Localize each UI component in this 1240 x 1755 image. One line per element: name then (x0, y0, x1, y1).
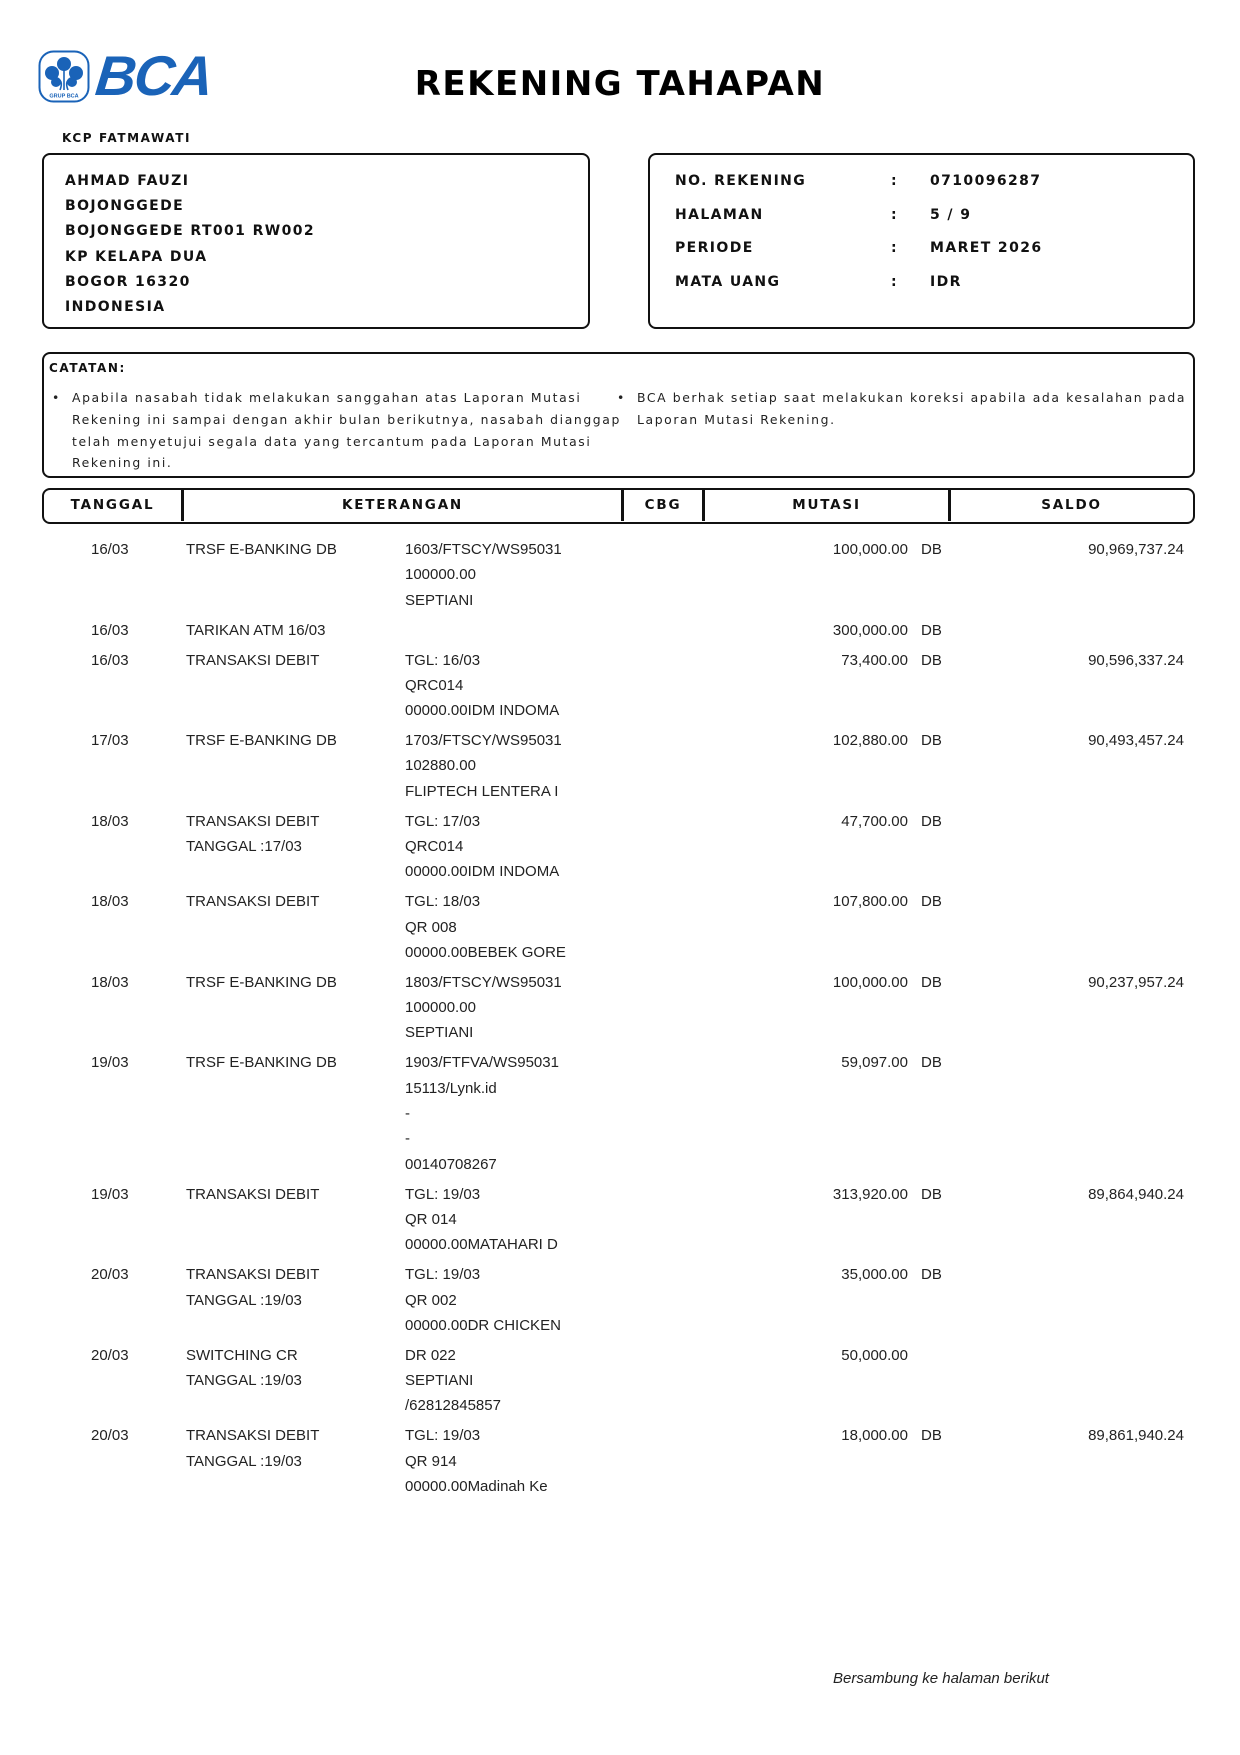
description-line: TRANSAKSI DEBIT (186, 1427, 320, 1445)
detail-line: 1603/FTSCY/WS95031 (405, 541, 562, 558)
field-label: HALAMAN (675, 206, 764, 223)
account-number: 0710096287 (930, 173, 1042, 189)
row-detail (405, 648, 705, 724)
row-date: 17/03 (91, 732, 129, 750)
description-line: TANGGAL :19/03 (186, 1291, 302, 1309)
field-colon: : (891, 273, 898, 290)
table-row (0, 970, 1240, 1051)
period-value: MARET 2026 (930, 240, 1043, 256)
field-label: PERIODE (675, 240, 754, 256)
row-balance: 90,596,337.24 (1088, 651, 1184, 669)
row-type: DB (921, 1185, 942, 1203)
table-row (0, 1262, 1240, 1343)
row-date: 20/03 (91, 1346, 129, 1364)
row-description (186, 809, 319, 860)
detail-line: 00140708267 (405, 1155, 497, 1173)
detail-line: 00000.00BEBEK GORE (405, 943, 566, 961)
detail-line: 00000.00MATAHARI D (405, 1236, 558, 1254)
transaction-list (0, 537, 1240, 1504)
note-item (52, 387, 632, 474)
row-type: DB (921, 812, 942, 830)
row-date: 16/03 (91, 541, 129, 558)
row-date: 20/03 (91, 1427, 129, 1445)
header-saldo: SALDO (1041, 497, 1102, 513)
continued-note: Bersambung ke halaman berikut (833, 1670, 1049, 1687)
row-detail (405, 537, 705, 613)
detail-line: QR 014 (405, 1210, 457, 1228)
detail-line: 00000.00DR CHICKEN (405, 1316, 561, 1334)
detail-line (405, 618, 705, 643)
row-type: DB (921, 1427, 942, 1445)
description-line: TANGGAL :17/03 (186, 838, 302, 856)
row-detail (405, 1262, 705, 1338)
detail-line: 00000.00IDM INDOMA (405, 863, 560, 881)
table-row (0, 618, 1240, 648)
customer-name: AHMAD FAUZI (65, 173, 190, 189)
currency-value: IDR (930, 273, 962, 290)
detail-line: TGL: 16/03 (405, 651, 481, 669)
account-info-box (648, 153, 1195, 329)
row-amount: 35,000.00 (841, 1266, 908, 1284)
row-amount: 313,920.00 (832, 1185, 908, 1203)
row-amount: 100,000.00 (832, 541, 908, 558)
description-line: SWITCHING CR (186, 1346, 298, 1364)
page-number: 5 / 9 (930, 206, 972, 223)
description-line: TRANSAKSI DEBIT (186, 893, 320, 911)
row-description (186, 618, 326, 643)
table-row (0, 809, 1240, 890)
row-detail (405, 889, 705, 965)
detail-line: TGL: 19/03 (405, 1266, 481, 1284)
row-amount: 59,097.00 (841, 1054, 908, 1072)
row-detail (405, 1343, 705, 1419)
detail-line: FLIPTECH LENTERA I (405, 782, 559, 800)
svg-text:GRUP BCA: GRUP BCA (49, 93, 79, 100)
table-row (0, 648, 1240, 729)
note-text: BCA berhak setiap saat melakukan koreksi apabila ada kesalahan pada Laporan Mutasi Rekening. (637, 390, 1187, 427)
note-text: Apabila nasabah tidak melakukan sanggahan atas Laporan Mutasi Rekening ini sampai dengan akhir bulan berikutnya, nasabah dianggap telah menyetujui segala data yang tercantum pada Laporan Mutasi Rekening ini. (72, 390, 621, 471)
row-type: DB (921, 1266, 942, 1284)
table-row (0, 889, 1240, 970)
row-description (186, 537, 337, 562)
row-description (186, 1343, 302, 1394)
description-line: TRSF E-BANKING DB (186, 732, 337, 750)
page-title: REKENING TAHAPAN (414, 64, 826, 104)
address-line: BOGOR 16320 (65, 273, 191, 290)
row-balance: 89,861,940.24 (1088, 1427, 1184, 1445)
detail-line: 100000.00 (405, 999, 476, 1017)
table-row (0, 1423, 1240, 1504)
detail-line: QR 008 (405, 918, 457, 936)
description-line: TANGGAL :19/03 (186, 1452, 302, 1470)
row-balance: 90,237,957.24 (1088, 973, 1184, 991)
field-colon: : (891, 240, 898, 256)
table-row (0, 1182, 1240, 1263)
table-row (0, 728, 1240, 809)
row-amount: 300,000.00 (832, 621, 908, 639)
row-type: DB (921, 893, 942, 911)
field-colon: : (891, 173, 898, 189)
detail-line: DR 022 (405, 1346, 456, 1364)
description-line: TANGGAL :19/03 (186, 1372, 302, 1390)
address-line: BOJONGGEDE RT001 RW002 (65, 223, 316, 240)
row-date: 16/03 (91, 651, 129, 669)
address-country: INDONESIA (65, 298, 166, 315)
row-type: DB (921, 1054, 942, 1072)
detail-line: 1703/FTSCY/WS95031 (405, 732, 562, 750)
row-detail (405, 809, 705, 885)
detail-line: /62812845857 (405, 1397, 501, 1415)
header-tanggal: TANGGAL (70, 497, 155, 513)
row-description (186, 1050, 337, 1075)
row-description (186, 1262, 319, 1313)
address-line: KP KELAPA DUA (65, 248, 208, 265)
header-keterangan: KETERANGAN (341, 497, 464, 513)
description-line: TRSF E-BANKING DB (186, 973, 337, 991)
row-description (186, 970, 337, 995)
detail-line: 00000.00IDM INDOMA (405, 702, 560, 720)
address-line: BOJONGGEDE (65, 198, 185, 215)
row-date: 19/03 (91, 1054, 129, 1072)
row-date: 18/03 (91, 973, 129, 991)
currency-row (675, 268, 1193, 302)
row-detail (405, 1423, 705, 1499)
row-description (186, 728, 337, 753)
detail-line: 100000.00 (405, 566, 476, 584)
notes-box (42, 352, 1195, 478)
table-row (0, 1050, 1240, 1181)
header-cbg: CBG (644, 497, 682, 513)
description-line: TRANSAKSI DEBIT (186, 1266, 320, 1284)
page-row (675, 201, 1193, 235)
row-date: 16/03 (91, 621, 129, 639)
description-line: TRANSAKSI DEBIT (186, 651, 320, 669)
row-amount: 73,400.00 (841, 651, 908, 669)
detail-line: 00000.00Madinah Ke (405, 1477, 548, 1495)
table-header (42, 488, 1195, 524)
row-date: 18/03 (91, 812, 129, 830)
detail-line: SEPTIANI (405, 1372, 474, 1390)
detail-line: QRC014 (405, 838, 464, 856)
field-label: NO. REKENING (675, 173, 807, 189)
description-line: TRANSAKSI DEBIT (186, 1185, 320, 1203)
description-line: TRANSAKSI DEBIT (186, 812, 320, 830)
row-detail (405, 1182, 705, 1258)
detail-line: TGL: 18/03 (405, 893, 481, 911)
period-row (675, 234, 1193, 268)
account-number-row (675, 167, 1193, 201)
customer-address-box (42, 153, 590, 329)
row-type: DB (921, 651, 942, 669)
row-detail (405, 728, 705, 804)
field-label: MATA UANG (675, 273, 781, 290)
row-amount: 100,000.00 (832, 973, 908, 991)
table-row (0, 537, 1240, 618)
detail-line: 15113/Lynk.id (405, 1079, 497, 1097)
row-detail (405, 970, 705, 1046)
detail-line: TGL: 19/03 (405, 1185, 481, 1203)
detail-line: 102880.00 (405, 757, 476, 775)
row-description (186, 1423, 319, 1474)
description-line: TRSF E-BANKING DB (186, 541, 337, 558)
detail-line: TGL: 19/03 (405, 1427, 481, 1445)
field-colon: : (891, 206, 898, 223)
description-line: TRSF E-BANKING DB (186, 1054, 337, 1072)
row-detail (405, 1050, 705, 1176)
row-description (186, 648, 319, 673)
detail-line: QR 002 (405, 1291, 457, 1309)
description-line: TARIKAN ATM 16/03 (186, 621, 326, 639)
row-amount: 47,700.00 (841, 812, 908, 830)
detail-line: QRC014 (405, 676, 464, 694)
bullet-icon: • (617, 390, 626, 405)
detail-line: - (405, 1105, 410, 1123)
header-mutasi: MUTASI (792, 497, 861, 513)
row-description (186, 889, 319, 914)
table-row (0, 1343, 1240, 1424)
notes-title: CATATAN: (49, 361, 126, 375)
row-type: DB (921, 973, 942, 991)
note-item (617, 387, 1197, 431)
row-date: 19/03 (91, 1185, 129, 1203)
detail-line: - (405, 1130, 410, 1148)
detail-line: SEPTIANI (405, 1024, 474, 1042)
detail-line: 1803/FTSCY/WS95031 (405, 973, 562, 991)
detail-line: 1903/FTFVA/WS95031 (405, 1054, 559, 1072)
bca-logo-text: BCA (92, 44, 215, 107)
row-amount: 102,880.00 (832, 732, 908, 750)
row-type: DB (921, 621, 942, 639)
detail-line: SEPTIANI (405, 591, 474, 609)
row-amount: 18,000.00 (841, 1427, 908, 1445)
row-type: DB (921, 732, 942, 750)
branch-name: KCP FATMAWATI (62, 131, 192, 145)
row-amount: 107,800.00 (832, 893, 908, 911)
row-balance: 89,864,940.24 (1088, 1185, 1184, 1203)
row-date: 20/03 (91, 1266, 129, 1284)
row-date: 18/03 (91, 893, 129, 911)
detail-line: TGL: 17/03 (405, 812, 481, 830)
row-type: DB (921, 541, 942, 558)
row-description (186, 1182, 319, 1207)
row-amount: 50,000.00 (841, 1346, 908, 1364)
row-detail (405, 618, 705, 643)
row-balance: 90,969,737.24 (1088, 541, 1184, 558)
bullet-icon: • (52, 390, 61, 405)
row-balance: 90,493,457.24 (1088, 732, 1184, 750)
detail-line: QR 914 (405, 1452, 457, 1470)
